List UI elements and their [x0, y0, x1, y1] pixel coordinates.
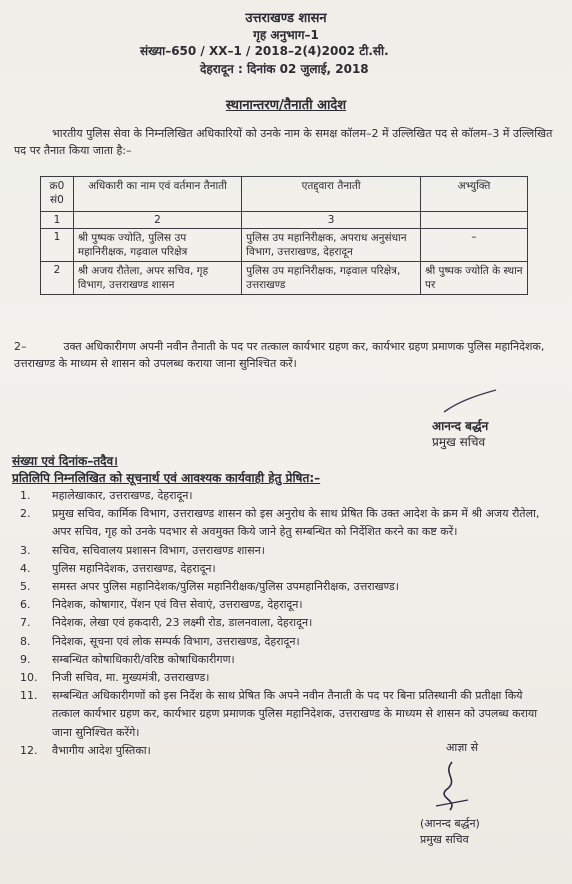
list-item: 8. निदेशक, सूचना एवं लोक सम्पर्क विभाग, उत्तराखण्ड, देहरादून।	[20, 634, 300, 648]
col-num-3: 3	[242, 212, 421, 229]
column-number-row	[41, 212, 528, 229]
list-item: 5. समस्त अपर पुलिस महानिदेशक/पुलिस महानिरीक्षक/पुलिस उपमहानिरीक्षक, उत्तराखण्ड।	[20, 580, 399, 594]
order-title: स्थानान्तरण/तैनाती आदेश	[225, 98, 347, 113]
signatory-name: आनन्द बर्द्धन	[432, 419, 489, 433]
handwritten-signature-icon	[432, 760, 472, 814]
list-item: 7. निदेशक, लेखा एवं हकदारी, 23 लक्ष्मी रोड, डालनवाला, देहरादून।	[20, 616, 313, 630]
list-item: 3. सचिव, सचिवालय प्रशासन विभाग, उत्तराखण्ड शासन।	[20, 543, 265, 557]
table-row	[41, 229, 528, 262]
row-remark: –	[421, 229, 528, 262]
list-item: 12. वैभागीय आदेश पुस्तिका।	[20, 743, 151, 757]
signatory-block	[432, 418, 488, 450]
reference-line: संख्या एवं दिनांक–तदैव।	[12, 454, 118, 468]
letter-date: देहरादून : दिनांक 02 जुलाई, 2018	[200, 62, 369, 76]
table-header-row	[41, 177, 528, 212]
row-sno: 2	[41, 262, 74, 295]
header-remark: अभ्युक्ति	[421, 177, 528, 212]
list-item: 2. प्रमुख सचिव, कार्मिक विभाग, उत्तराखण्ड शासन को इस अनुरोध के साथ प्रेषित कि उक्त आदेश के क्रम में श्री अजय रौतेला, अपर सचिव, गृह को उनके पदभार से अवमुक्त किये जाने हेतु सम्बन्धित को निर्देशित करने का कष्ट करें।	[20, 507, 540, 539]
govt-name: उत्तराखण्ड शासन	[245, 11, 327, 26]
col-num-4	[421, 212, 528, 229]
list-item: 6. निदेशक, कोषागार, पेंशन एवं वित्त सेवाएं, उत्तराखण्ड, देहरादून।	[20, 598, 303, 612]
officers-table	[40, 176, 528, 295]
header-sno: क्र0 सं0	[41, 177, 74, 212]
row-officer: श्री अजय रौतेला, अपर सचिव, गृह विभाग, उत्तराखण्ड शासन	[73, 262, 241, 295]
para-2	[14, 338, 559, 372]
header-posting: एतद्द्वारा तैनाती	[242, 177, 421, 212]
list-item: 9. सम्बन्धित कोषाधिकारी/वरिष्ठ कोषाधिकारीगण।	[20, 652, 235, 666]
row-sno: 1	[41, 229, 74, 262]
signatory-designation: प्रमुख सचिव	[432, 435, 486, 449]
signatory-2-name: (आनन्द बर्द्धन)	[420, 817, 480, 830]
row-posting: पुलिस उप महानिरीक्षक, गढ़वाल परिक्षेत्र, उत्तराखण्ड	[242, 262, 421, 295]
signatory-2-designation: प्रमुख सचिव	[420, 833, 469, 846]
para-2-number: 2–	[14, 340, 27, 353]
table-row	[41, 262, 528, 295]
letter-number: संख्या–650 / XX–1 / 2018–2(4)2002 टी.सी.	[140, 44, 389, 58]
list-item: 11. सम्बन्धित अधिकारीगणों को इस निर्देश के साथ प्रेषित कि अपने नवीन तैनाती के पद पर बिना प्रतिस्थानी की प्रतीक्षा किये तत्काल कार्यभार ग्रहण कर, कार्यभार ग्रहण प्रमाणक पुलिस महानिदेशक, उत्तराखण्ड के माध्यम से शासन को उपलब्ध कराया जाना सुनिश्चित करेंगे।	[20, 689, 538, 739]
row-posting: पुलिस उप महानिरीक्षक, अपराध अनुसंधान विभाग, उत्तराखण्ड, देहरादून	[242, 229, 421, 262]
list-item: 4. पुलिस महानिदेशक, उत्तराखण्ड, देहरादून।	[20, 561, 216, 575]
by-order-text: आज्ञा से	[446, 741, 479, 754]
header-officer: अधिकारी का नाम एवं वर्तमान तैनाती	[73, 177, 241, 212]
list-item: 10. निजी सचिव, मा. मुख्यमंत्री, उत्तराखण्ड।	[20, 671, 210, 685]
copy-heading: प्रतिलिपि निम्नलिखित को सूचनार्थ एवं आवश्यक कार्यवाही हेतु प्रेषित:–	[12, 471, 321, 485]
row-officer: श्री पुष्पक ज्योति, पुलिस उप महानिरीक्षक, गढ़वाल परिक्षेत्र	[73, 229, 241, 262]
para-2-text: उक्त अधिकारीगण अपनी नवीन तैनाती के पद पर तत्काल कार्यभार ग्रहण कर, कार्यभार ग्रहण प्रमाणक पुलिस महानिदेशक, उत्तराखण्ड के माध्यम से शासन को उपलब्ध कराया जाना सुनिश्चित करें।	[14, 340, 545, 370]
col-num-2: 2	[73, 212, 241, 229]
signatory-block-2	[420, 816, 480, 848]
col-num-1: 1	[41, 212, 74, 229]
list-item: 1. महालेखाकार, उत्तराखण्ड, देहरादून।	[20, 489, 193, 502]
distribution-list	[20, 487, 550, 760]
row-remark: श्री पुष्पक ज्योति के स्थान पर	[421, 262, 528, 295]
signature-icon	[440, 388, 500, 416]
intro-paragraph: भारतीय पुलिस सेवा के निम्नलिखित अधिकारियों को उनके नाम के समक्ष कॉलम–2 में उल्लिखित पद से कॉलम–3 में उल्लिखित पद पर तैनात किया जाता है:–	[14, 127, 553, 157]
department-section: गृह अनुभाग–1	[253, 28, 319, 42]
